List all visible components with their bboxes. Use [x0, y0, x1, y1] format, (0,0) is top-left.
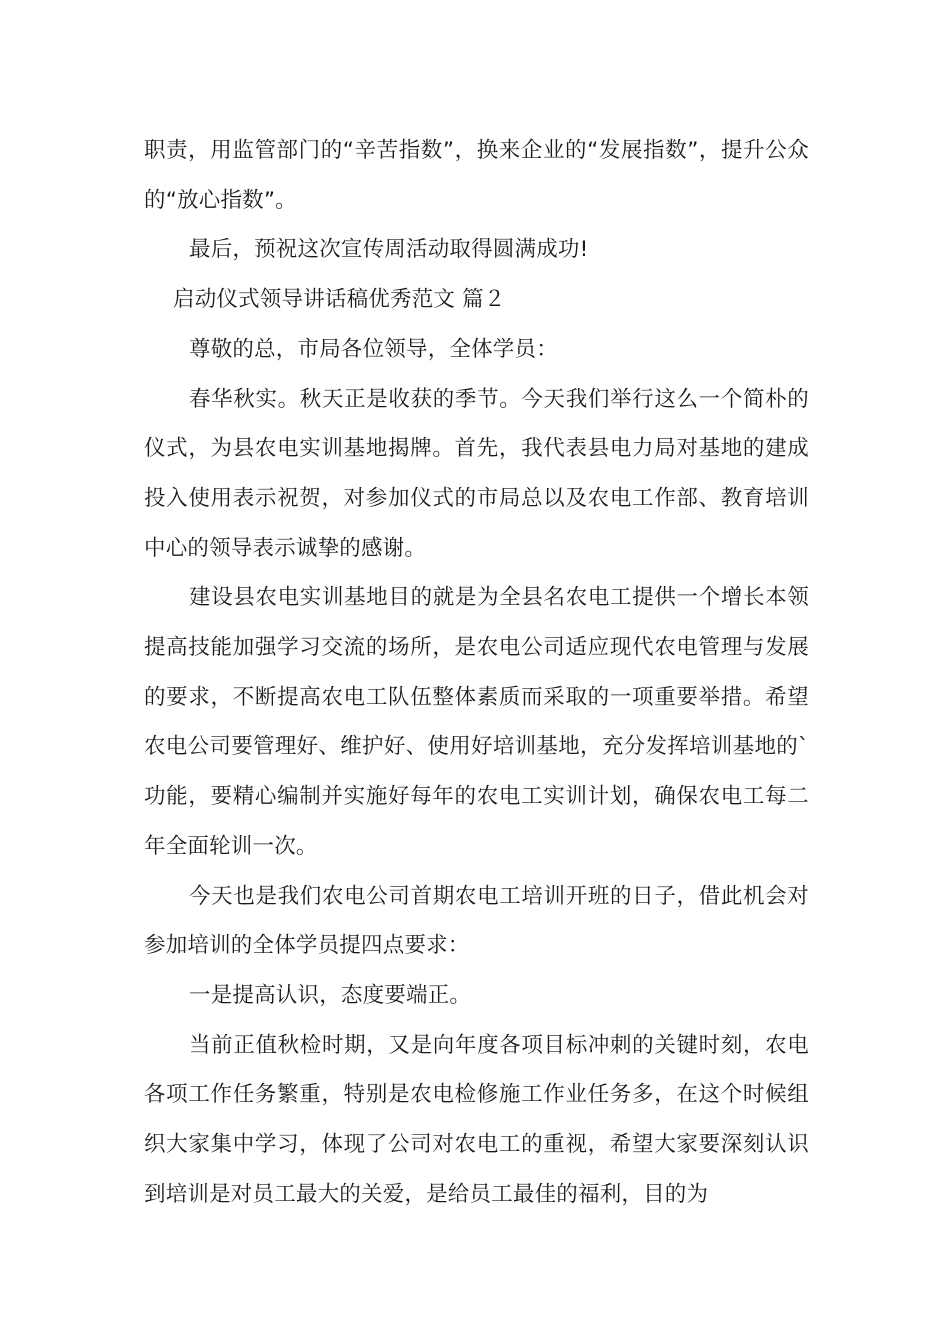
document-body: [144, 126, 809, 1219]
paragraph-continuation: 职责，用监管部门的“辛苦指数”，换来企业的“发展指数”，提升公众的“放心指数”。: [144, 138, 809, 213]
paragraph-base-purpose: 建设县农电实训基地目的就是为全县名农电工提供一个增长本领提高技能加强学习交流的场所，是农电公司适应现代农电管理与发展的要求，不断提高农电工队伍整体素质而采取的一项重要举措。希望农电公司要管理好、维护好、使用好培训基地，充分发挥培训基地的`功能，要精心编制并实施好每年的农电工实训计划，确保农电工每二年全面轮训一次。: [144, 585, 809, 859]
paragraph-closing-wish: 最后，预祝这次宣传周活动取得圆满成功!: [189, 237, 589, 263]
section-heading: 启动仪式领导讲话稿优秀范文 篇２: [173, 287, 506, 313]
paragraph-requirement-one: 一是提高认识，态度要端正。: [189, 982, 472, 1008]
paragraph-opening: 春华秋实。秋天正是收获的季节。今天我们举行这么一个简朴的仪式，为县农电实训基地揭牌。首先，我代表县电力局对基地的建成投入使用表示祝贺，对参加仪式的市局总以及农电工作部、教育培训中心的领导表示诚挚的感谢。: [144, 386, 809, 561]
paragraph-requirement-one-detail: 当前正值秋检时期，又是向年度各项目标冲刺的关键时刻，农电各项工作任务繁重，特别是农电检修施工作业任务多，在这个时候组织大家集中学习，体现了公司对农电工的重视，希望大家要深刻认识到培训是对员工最大的关爱，是给员工最佳的福利，目的为: [144, 1032, 809, 1207]
paragraph-training-intro: 今天也是我们农电公司首期农电工培训开班的日子，借此机会对参加培训的全体学员提四点要求：: [144, 883, 809, 959]
paragraph-salutation: 尊敬的总，市局各位领导，全体学员：: [189, 336, 558, 362]
